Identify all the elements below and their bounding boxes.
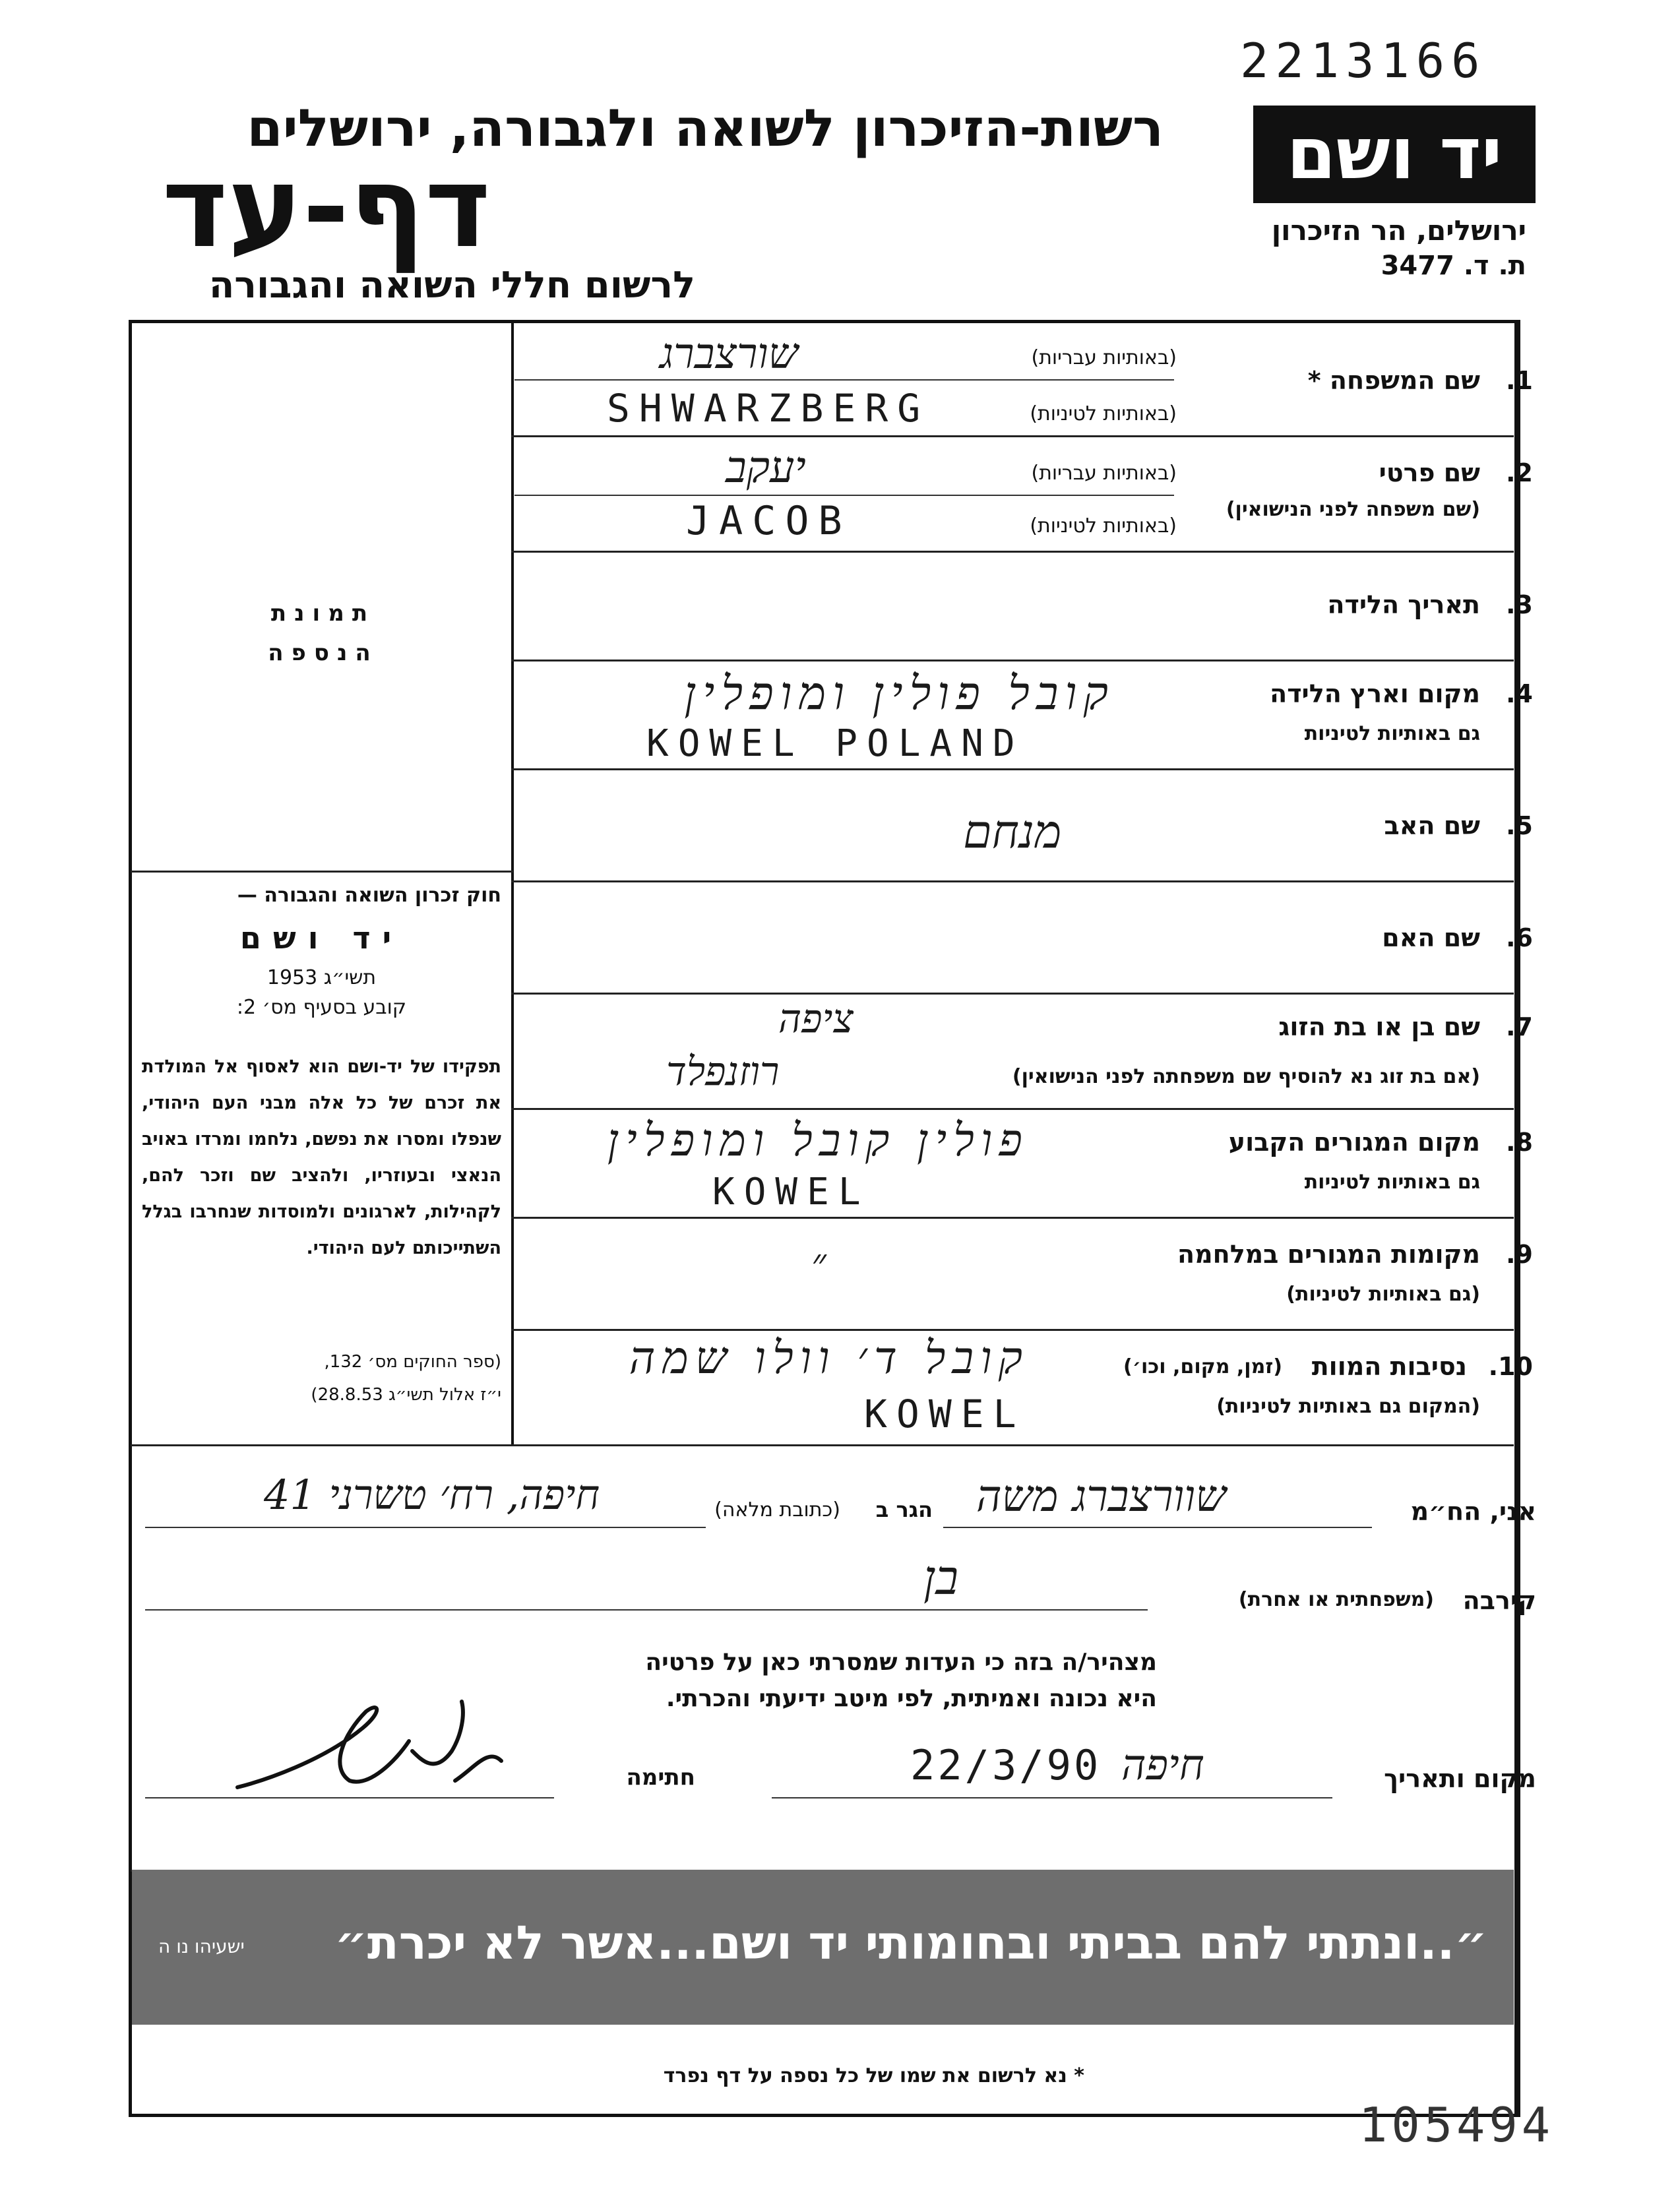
field-10-note: (המקום גם באותיות לטיניות) <box>1216 1395 1480 1418</box>
form-subtitle: לרשום חללי השואה והגבורה <box>208 264 695 307</box>
field-8-hand-latin: KOWEL <box>712 1171 870 1214</box>
field-2-number: 2. <box>1506 458 1533 487</box>
relation-note: (משפחתית או אחרת) <box>1238 1588 1434 1611</box>
law-ref-2: י״ז אלול תשי״ג 28.8.53) <box>311 1385 501 1405</box>
relation-underline <box>145 1609 1148 1611</box>
sub-line <box>514 379 1174 381</box>
row-sep <box>511 1217 1514 1219</box>
field-2-sub-hebrew: (באותיות עבריות) <box>1031 462 1177 485</box>
law-ref-1: (ספר החוקים מס׳ 132, <box>324 1352 501 1372</box>
field-2-sub-latin: (באותיות לטיניות) <box>1030 514 1177 538</box>
relation-label: קירבה <box>1462 1586 1536 1615</box>
field-6-number: 6. <box>1506 923 1533 952</box>
sub-line <box>514 495 1174 496</box>
row-sep <box>511 435 1514 437</box>
law-clause: קובע בסעיף מס׳ 2: <box>236 996 407 1019</box>
address-line2: ת. ד. 3477 <box>1381 251 1526 281</box>
resides-label: הגר ב <box>875 1497 933 1522</box>
row-sep <box>511 551 1514 553</box>
row-sep <box>511 660 1514 661</box>
field-8-label: מקום המגורים הקבוע <box>1228 1128 1480 1157</box>
signature-label: חתימה <box>626 1764 695 1791</box>
row-sep <box>511 768 1514 770</box>
law-box-divider <box>131 871 513 873</box>
field-2-hand-hebrew: יעקב <box>726 442 806 493</box>
address-hand: חיפה, רח׳ טשרני 41 <box>264 1471 600 1519</box>
field-8-note: גם באותיות לטיניות <box>1304 1171 1480 1194</box>
declaration-i-label: אני, הח״מ <box>1410 1497 1536 1526</box>
field-1-sub-latin: (באותיות לטיניות) <box>1030 402 1177 425</box>
row-sep <box>511 993 1514 995</box>
field-4-hand-latin: KOWEL POLAND <box>646 722 1024 765</box>
banner-source: ישעיהו נו ה <box>158 1936 245 1957</box>
field-7-number: 7. <box>1506 1012 1533 1041</box>
declarant-name-hand: שוורצברג משה <box>976 1471 1227 1521</box>
banner-quote: ״..ונתתי להם בביתי ובחומותי יד ושם...אשר לא יכרת״ <box>334 1916 1487 1970</box>
field-9-number: 9. <box>1506 1240 1533 1269</box>
statement-1: מצהיר/ה בזה כי העדות שמסרתי כאן על פרטיה <box>645 1649 1157 1676</box>
field-1-number: 1. <box>1506 366 1533 395</box>
row-sep <box>131 1444 1514 1446</box>
field-4-hand-hebrew: קובל פולין ומופלין <box>684 666 1115 720</box>
field-7-note: (אם בת זוג נא להוסיף שם משפחתה לפני הנישואין) <box>1012 1065 1480 1088</box>
place-hand: חיפה <box>1121 1741 1204 1790</box>
yad-vashem-logo <box>1253 106 1536 203</box>
field-2-note: (שם משפחה לפני הנישואין) <box>1226 498 1480 521</box>
logo-text: יד ושם <box>1286 113 1503 195</box>
field-10-hand-latin: KOWEL <box>864 1392 1026 1436</box>
field-8-number: 8. <box>1506 1128 1533 1157</box>
field-10-number: 10. <box>1488 1352 1533 1381</box>
field-10-label-2: (זמן, מקום, וכו׳) <box>1123 1355 1282 1378</box>
row-sep <box>511 1329 1514 1331</box>
footnote: * נא לרשום את שמו של כל נספה על דף נפרד <box>663 2064 1084 2087</box>
field-10-hand-hebrew: קובל ד׳ וולו שמה <box>629 1332 1029 1384</box>
field-3-label: תאריך הלידה <box>1327 590 1480 619</box>
field-1-hand-latin: SHWARZBERG <box>607 386 930 431</box>
name-underline <box>943 1527 1372 1528</box>
photo-label-1: תמונת <box>270 600 376 627</box>
address-underline <box>145 1527 706 1528</box>
field-6-label: שם האם <box>1382 923 1480 952</box>
field-4-number: 4. <box>1506 679 1533 708</box>
field-9-hand: ״ <box>811 1240 826 1286</box>
law-heading: חוק זכרון השואה והגבורה — <box>237 884 501 907</box>
date-hand: 22/3/90 <box>910 1741 1102 1789</box>
field-4-note: גם באותיות לטיניות <box>1304 722 1480 745</box>
form-title: דף-עד <box>162 142 491 273</box>
field-7-label: שם בן או בת הזוג <box>1278 1012 1480 1041</box>
field-7-hand-2: רוזנפלד <box>666 1049 780 1095</box>
row-sep <box>511 1108 1514 1110</box>
photo-label-2: הנספה <box>268 640 379 666</box>
address-line1: ירושלים, הר הזיכרון <box>1271 214 1526 247</box>
field-10-label: נסיבות המוות <box>1311 1352 1467 1381</box>
field-5-label: שם האב <box>1384 811 1480 840</box>
quote-banner <box>132 1870 1514 2025</box>
field-9-label: מקומות המגורים במלחמה <box>1177 1240 1480 1269</box>
field-7-hand-1: ציפה <box>778 996 854 1042</box>
field-3-number: 3. <box>1506 590 1533 619</box>
top-right-edge <box>1514 320 1517 2114</box>
field-2-label: שם פרטי <box>1379 458 1480 487</box>
row-sep <box>511 880 1514 882</box>
field-9-note: (גם באותיות לטיניות) <box>1286 1283 1480 1306</box>
relation-hand: בן <box>923 1550 959 1605</box>
statement-2: היא נכונה ואמיתית, לפי מיטב ידיעתי והכרתי. <box>666 1685 1157 1712</box>
field-1-label: שם המשפחה * <box>1307 366 1480 395</box>
field-5-hand: מנחם <box>963 805 1062 859</box>
place-date-underline <box>772 1797 1332 1798</box>
serial-bottom: 105494 <box>1359 2097 1555 2153</box>
law-year: תשי״ג 1953 <box>266 966 377 989</box>
serial-top: 2213166 <box>1240 33 1487 88</box>
field-2-hand-latin: JACOB <box>686 498 852 544</box>
law-body: תפקידו של יד-ושם הוא לאסוף אל המולדת את זכרם של כל אלה מבני העם היהודי, שנפלו ומסרו את נפשם, נלחמו ומרדו באויב הנאצי ובעוזריו, ולהציב שם וזכר להם, לקהילות, לארגונים ולמוסדות שנחרבו בגלל השתייכותם לעם היהודי. <box>142 1057 501 1258</box>
field-1-hand-hebrew: שורצברג <box>660 330 799 379</box>
law-name: יד ושם <box>239 920 404 956</box>
field-8-hand-hebrew: פולין קובל ומופלין <box>607 1115 1029 1167</box>
handwritten-signature <box>224 1688 514 1800</box>
place-date-label: מקום ותאריך <box>1384 1764 1536 1793</box>
institution-line: רשות-הזיכרון לשואה ולגבורה, ירושלים <box>247 99 1164 158</box>
field-4-label: מקום וארץ הלידה <box>1270 679 1480 708</box>
field-5-number: 5. <box>1506 811 1533 840</box>
address-label: (כתובת מלאה) <box>714 1498 840 1521</box>
field-1-sub-hebrew: (באותיות עבריות) <box>1031 346 1177 369</box>
